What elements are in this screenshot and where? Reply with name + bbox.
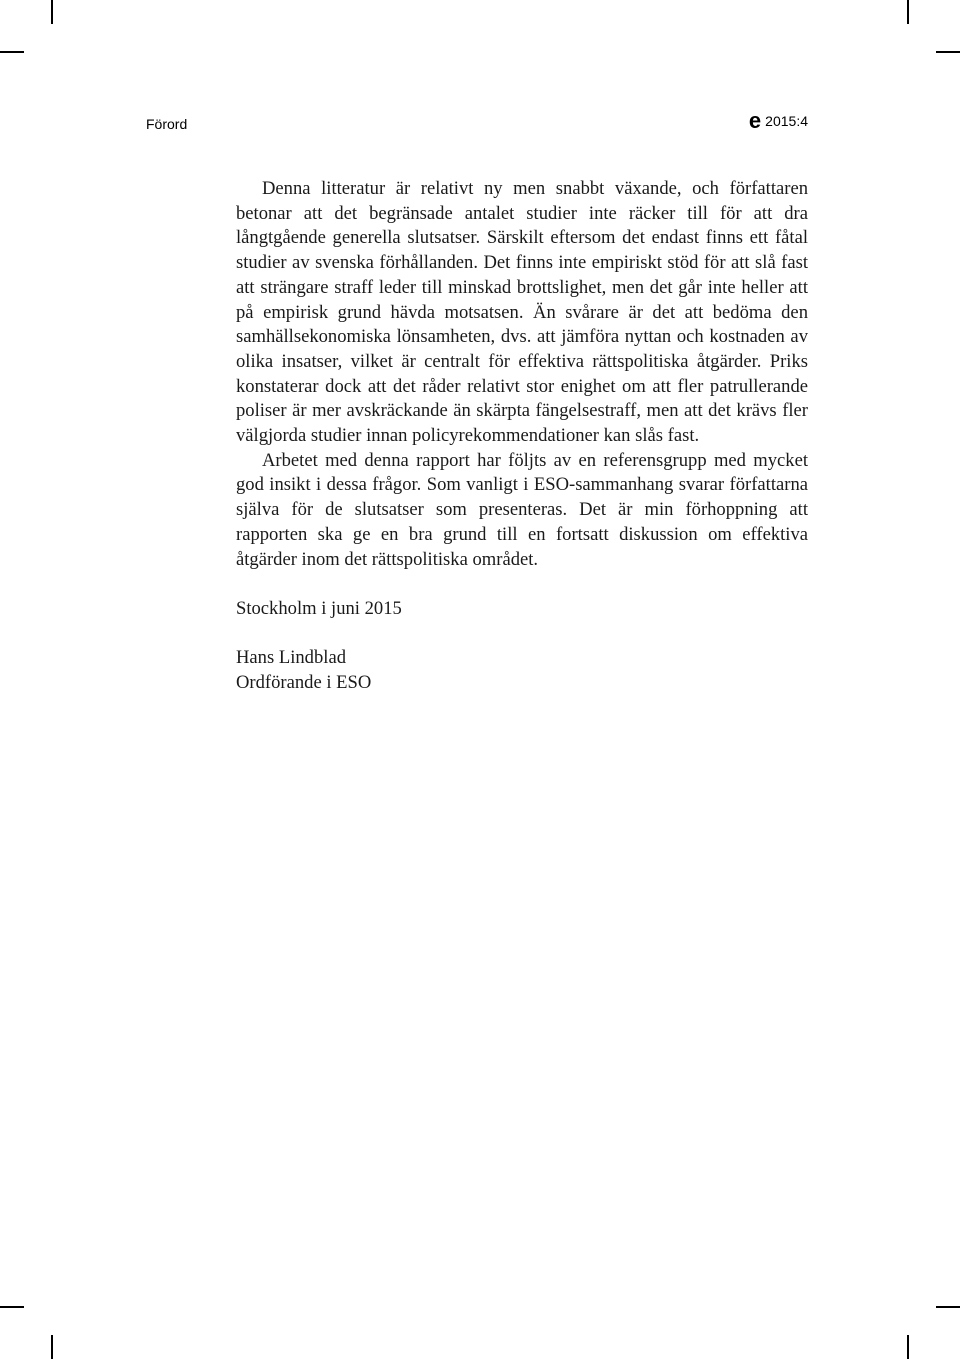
paragraph: Denna litteratur är relativt ny men snabbt växande, och författaren betonar att det begränsade antalet studier inte räcker till för att dra långtgående generella slutsatser. Särskilt eftersom det endast finns ett fåtal studier av svenska förhållanden. Det finns inte empiriskt stöd för att slå fast att strängare straff leder till minskad brottslighet, men det går inte heller att på empirisk grund hävda motsatsen. Än svårare är det att bedöma den samhällsekonomiska lönsamheten, dvs. att jämföra nyttan och kostnaden av olika insatser, vilket är centralt för effektiva rättspolitiska åtgärder. Priks konstaterar dock att det råder relativt stor enighet om att fler patrullerande poliser är mer avskräckande än skärpta fängelsestraff, men att det krävs fler välgjorda studier innan policyrekommendationer kan slås fast. bbox=[236, 178, 808, 447]
running-header-section: Förord bbox=[146, 116, 188, 132]
crop-mark bbox=[907, 0, 909, 24]
paragraph: Arbetet med denna rapport har följts av en referensgrupp med mycket god insikt i dessa frågor. Som vanligt i ESO-sammanhang svarar författarna själva för de slutsatser som presenteras. Det är min förhoppning att rapporten ska ge en bra grund till en fortsatt diskussion om effektiva åtgärder inom det rättspolitiska området. bbox=[236, 449, 808, 570]
place-date: Stockholm i juni 2015 bbox=[236, 597, 402, 619]
crop-mark bbox=[51, 1335, 53, 1359]
running-header-issue bbox=[748, 108, 808, 133]
crop-mark bbox=[0, 51, 24, 53]
eso-logo-icon: e bbox=[748, 108, 762, 133]
crop-mark bbox=[907, 1335, 909, 1359]
signer-title: Ordförande i ESO bbox=[236, 672, 372, 694]
issue-number: 2015:4 bbox=[765, 113, 808, 129]
crop-mark bbox=[936, 1306, 960, 1308]
page-body bbox=[236, 177, 808, 696]
crop-mark bbox=[51, 0, 53, 24]
crop-mark bbox=[0, 1306, 24, 1308]
signer-name: Hans Lindblad bbox=[236, 647, 346, 669]
crop-mark bbox=[936, 51, 960, 53]
